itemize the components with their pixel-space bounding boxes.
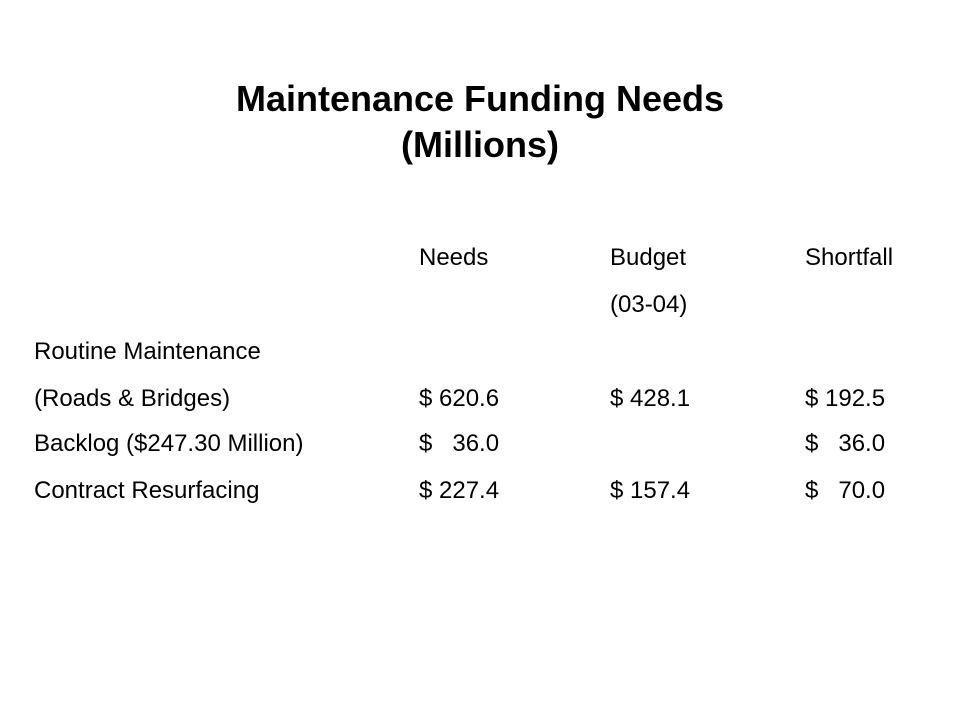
- row-needs: $ 227.4: [419, 477, 500, 504]
- row-shortfall: $ 36.0: [805, 430, 886, 457]
- header-shortfall: Shortfall: [805, 244, 894, 271]
- header-budget: Budget: [610, 244, 687, 271]
- row-shortfall: $ 70.0: [805, 477, 886, 504]
- row-label: Backlog ($247.30 Million): [34, 430, 304, 457]
- slide-title: [0, 76, 960, 168]
- row-needs: $ 620.6: [419, 385, 500, 412]
- row-label: (Roads & Bridges): [34, 385, 231, 412]
- row-shortfall: $ 192.5: [805, 385, 886, 412]
- header-budget-sub: (03-04): [610, 291, 688, 318]
- row-label: Contract Resurfacing: [34, 477, 260, 504]
- section-label: Routine Maintenance: [34, 338, 261, 365]
- row-budget: $ 428.1: [610, 385, 691, 412]
- row-budget: $ 157.4: [610, 477, 691, 504]
- header-needs: Needs: [419, 244, 489, 271]
- slide-title-line1: Maintenance Funding Needs: [235, 78, 725, 119]
- row-needs: $ 36.0: [419, 430, 500, 457]
- slide-title-line2: (Millions): [401, 124, 559, 165]
